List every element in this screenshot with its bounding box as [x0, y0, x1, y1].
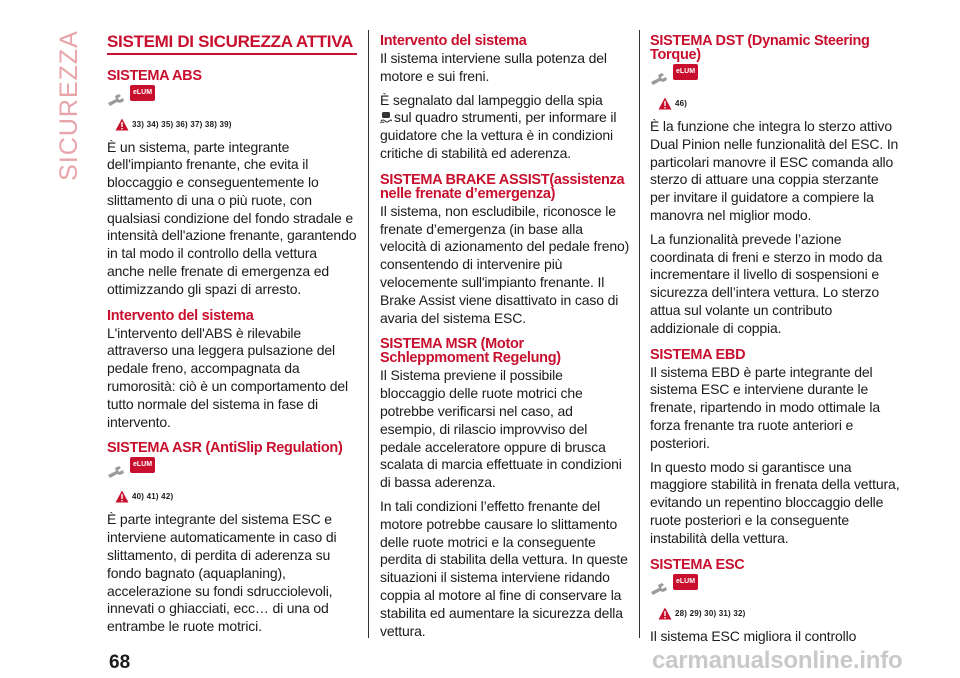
intervento-paragraph-2 [380, 92, 630, 163]
service-icons [650, 64, 900, 92]
side-section-label-text: SICUREZZA [54, 29, 83, 181]
warning-references: 40) 41) 42) [132, 492, 174, 502]
column-2 [380, 30, 630, 646]
msr-paragraph-2: In tali condizioni l’effetto frenante del motore potrebbe causare lo slittamento delle ruote motrici e la conseguente perdita di stabilita della vettura. In queste situazioni il sistema interviene ridando coppia al motore al fine di conservare la stabilita ed aumentare la sicurezza della vettura. [380, 497, 628, 639]
asr-body: È parte integrante del sistema ESC e interviene automaticamente in caso di slittamento, di perdita di aderenza su fondo bagnato (aquaplaning), accelerazione su fondi sdrucciolevoli, innevati o ghiacciati, ecc… di una od entrambe le ruote motrici. [107, 511, 337, 635]
elum-badge: eLUM [673, 574, 698, 590]
abs-body: È un sistema, parte integrante dell'impianto frenante, che evita il bloccaggio e conseguentemente lo slittamento di una o più ruote, con qualsiasi condizione del fondo stradale e intensità dell'azione frenante, garantendo in tal modo il controllo della vettura anche nelle frenate di emergenza ed ottimizzando gli spazi di arresto. [107, 138, 357, 297]
wrench-icon [650, 72, 670, 86]
warning-refs [658, 605, 900, 622]
column-divider [368, 30, 369, 638]
dst-paragraph-1: È la funzione che integra lo sterzo attivo Dual Pinion nelle funzionalità del ESC. In particolari manovre il ESC comanda allo sterzo di attuare una coppia sterzante per invitare il guidatore a compiere la manovra nel miglior modo. [650, 118, 899, 223]
elum-badge: eLUM [130, 85, 155, 101]
elum-badge: eLUM [673, 64, 698, 80]
msr-heading: SISTEMA MSR (Motor Schleppmoment Regelung) [380, 336, 561, 367]
warning-refs [115, 116, 357, 133]
dst-heading: SISTEMA DST (Dynamic Steering Torque) [650, 33, 870, 63]
wrench-icon [107, 93, 127, 107]
ebd-paragraph-1: Il sistema EBD è parte integrante del sistema ESC e interviene durante le frenate, ripartendo in modo ottimale la forza frenante tra ruote anteriori e posteriori. [650, 363, 880, 451]
page-number: 68 [109, 652, 131, 673]
service-icons [107, 457, 357, 485]
service-icons [650, 574, 900, 602]
intervento-paragraph-1: Il sistema interviene sulla potenza del motore e sui freni. [380, 50, 607, 84]
abs-sub-body: L'intervento dell'ABS è rilevabile attraverso una leggera pulsazione del pedale freno, accompagnata da rumorosità: ciò è un comportamento del tutto normale del sistema in fase di intervento. [107, 324, 348, 430]
warning-refs [658, 95, 900, 112]
warning-references: 46) [675, 99, 688, 108]
watermark: carmanualsonline.info [652, 647, 903, 674]
side-section-label [52, 30, 86, 180]
section-title: SISTEMI DI SICUREZZA ATTIVA [107, 32, 353, 51]
asr-heading: SISTEMA ASR (AntiSlip Regulation) [107, 440, 343, 457]
wrench-icon [107, 465, 127, 479]
warning-references: 33) 34) 35) 36) 37) 38) 39) [132, 119, 232, 129]
warning-references: 28) 29) 30) 31) 32) [675, 608, 746, 618]
wrench-icon [650, 582, 670, 596]
column-divider [639, 30, 640, 638]
dst-paragraph-2: La funzionalità prevede l’azione coordinata di freni e sterzo in modo da incrementare il livello di sospensioni e sicurezza dell’intera vettura. Lo sterzo attua sul volante un contributo addizionale di coppia. [650, 230, 883, 336]
title-underline [107, 53, 357, 55]
warning-triangle-icon [658, 607, 672, 620]
warning-triangle-icon [115, 118, 129, 131]
warning-triangle-icon [658, 97, 672, 110]
column-3 [650, 30, 900, 651]
intervento-heading: Intervento del sistema [380, 33, 527, 49]
msr-paragraph-1: Il Sistema previene il possibile bloccaggio delle ruote motrici che potrebbe verificarsi nel caso, ad esempio, di rilascio improvviso del pedale acceleratore oppure di brusca scalata di marcia effettuate in condizioni di bassa aderenza. [380, 367, 622, 491]
elum-badge: eLUM [130, 457, 155, 473]
intervento-text-after: sul quadro strumenti, per informare il guidatore che la vettura è in condizioni critiche di stabilità ed aderenza. [380, 109, 617, 161]
esc-body: Il sistema ESC migliora il controllo [650, 627, 857, 644]
ebd-paragraph-2: In questo modo si garantisce una maggiore stabilità in frenata della vettura, evitando un repentino bloccaggio delle ruote posteriori e la conseguente instabilità della vettura. [650, 458, 900, 546]
abs-sub-heading: Intervento del sistema [107, 307, 254, 324]
brake-assist-heading: SISTEMA BRAKE ASSIST(assistenza nelle frenate d’emergenza) [380, 171, 625, 202]
warning-refs [115, 488, 357, 505]
esc-heading: SISTEMA ESC [650, 556, 745, 573]
warning-triangle-icon [115, 490, 129, 503]
skid-warning-light-icon [380, 111, 392, 123]
abs-heading: SISTEMA ABS [107, 67, 202, 84]
intervento-text-before: È segnalato dal lampeggio della spia [380, 91, 603, 108]
ebd-heading: SISTEMA EBD [650, 346, 746, 363]
column-1 [107, 30, 357, 642]
brake-assist-body: Il sistema, non escludibile, riconosce le frenate d’emergenza (in base alla velocità di azionamento del pedale freno) consentendo di intervenire più velocemente sull'impianto frenante. Il Brake Assist viene disattivato in caso di avaria del sistema ESC. [380, 202, 630, 326]
service-icons [107, 85, 357, 113]
